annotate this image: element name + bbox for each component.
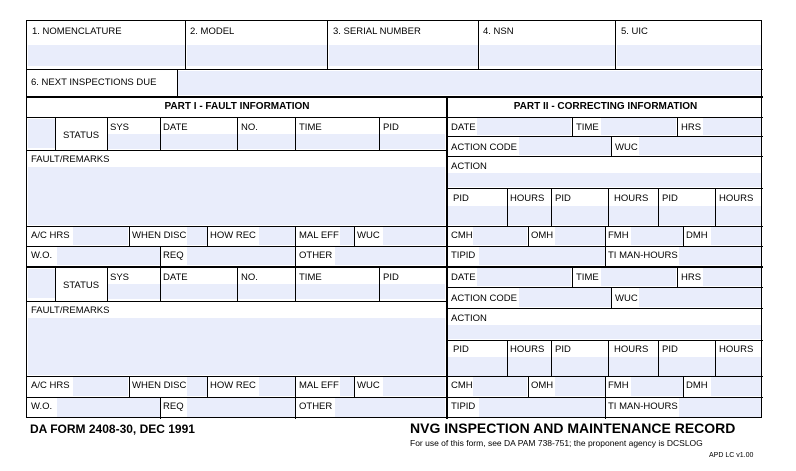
action-label-2: ACTION [451,313,487,324]
inspection-form [26,20,762,418]
p2-wuc-field-1[interactable] [639,137,761,155]
sys-field-1[interactable] [108,134,160,149]
hours-a-field-2[interactable] [508,357,551,376]
pid-b-field-1[interactable] [552,206,608,225]
how-rec-field-1[interactable] [259,227,295,245]
part2-title: PART II - CORRECTING INFORMATION [513,101,698,112]
p2-date-field-2[interactable] [477,268,571,286]
form-title: NVG INSPECTION AND MAINTENANCE RECORD [410,420,736,436]
wo-label-1: W.O. [31,250,53,261]
pid-c-field-1[interactable] [659,206,715,225]
other-label-2: OTHER [299,401,333,412]
dmh-field-2[interactable] [711,377,761,396]
no-field-2[interactable] [238,284,295,299]
sys-field-2[interactable] [108,284,160,299]
p2-wuc-label-2: WUC [615,293,638,304]
p2-hrs-field-2[interactable] [703,268,761,286]
fault-remarks-field-2[interactable] [28,318,445,375]
part1-title: PART I - FAULT INFORMATION [164,101,310,112]
status-label-1: STATUS [63,130,100,141]
no-field-1[interactable] [238,134,295,149]
p2-wuc-field-2[interactable] [639,288,761,307]
wo-field-1[interactable] [57,247,160,265]
hours-b-label-1: HOURS [614,193,649,204]
no-label-1: NO. [241,122,258,133]
next-inspections-field[interactable] [178,71,761,95]
how-rec-label-1: HOW REC [210,230,256,241]
time-field-2[interactable] [296,284,379,299]
fault-remarks-field-1[interactable] [28,167,445,225]
cmh-field-2[interactable] [473,377,527,396]
status-label-2: STATUS [63,280,100,291]
cmh-label-1: CMH [451,230,473,241]
hours-a-field-1[interactable] [508,206,551,225]
ac-hrs-field-1[interactable] [73,227,128,245]
next-inspections-label: 6. NEXT INSPECTIONS DUE [31,77,157,88]
pid-b-label-1: PID [555,193,571,204]
p2-date-label-2: DATE [451,272,476,283]
pid-field-1[interactable] [380,134,445,149]
p2-time-field-2[interactable] [601,268,676,286]
pid-label-2: PID [383,272,399,283]
mal-eff-field-1[interactable] [340,227,354,245]
form-note: For use of this form, see DA PAM 738-751; the proponent agency is DCSLOG [410,438,703,448]
req-label-2: REQ [163,401,184,412]
pid-b-label-2: PID [555,344,571,355]
hours-b-field-2[interactable] [609,357,658,376]
action-label-1: ACTION [451,161,487,172]
tipid-label-1: TIPID [451,250,476,261]
req-field-2[interactable] [187,398,295,417]
req-label-1: REQ [163,250,184,261]
p2-time-field-1[interactable] [601,118,676,135]
hours-b-field-1[interactable] [609,206,658,225]
action-code-field-2[interactable] [519,288,611,307]
wuc-label-1: WUC [357,230,380,241]
pid-c-field-2[interactable] [659,357,715,376]
status-flag-field-2[interactable] [28,269,55,298]
hours-c-field-1[interactable] [716,206,761,225]
time-field-1[interactable] [296,134,379,149]
fmh-field-1[interactable] [631,227,683,245]
dmh-label-1: DMH [686,230,708,241]
fmh-label-1: FMH [608,230,629,241]
p2-date-field-1[interactable] [477,118,571,135]
wuc-field-2[interactable] [383,377,445,396]
hours-c-label-1: HOURS [719,193,754,204]
time-label-1: TIME [299,122,322,133]
other-field-2[interactable] [335,398,445,417]
nsn-field[interactable] [480,45,615,66]
pid-a-field-1[interactable] [448,206,507,225]
hours-c-field-2[interactable] [716,357,761,376]
date-label-2: DATE [163,272,188,283]
tipid-field-2[interactable] [479,398,605,417]
wo-label-2: W.O. [31,401,53,412]
hours-c-label-2: HOURS [719,344,754,355]
pid-b-field-2[interactable] [552,357,608,376]
form-id: DA FORM 2408-30, DEC 1991 [30,422,195,436]
when-disc-label-1: WHEN DISC [132,230,187,241]
omh-label-2: OMH [531,380,554,391]
hours-a-label-1: HOURS [510,193,545,204]
hours-b-label-2: HOURS [614,344,649,355]
p2-hrs-label-2: HRS [681,272,702,283]
omh-field-1[interactable] [555,227,605,245]
ti-man-hours-label-2: TI MAN-HOURS [608,401,678,412]
fault-remarks-label-1: FAULT/REMARKS [31,154,110,165]
nomenclature-field[interactable] [28,45,185,66]
wuc-label-2: WUC [357,380,380,391]
p2-hrs-field-1[interactable] [703,118,761,135]
mal-eff-field-2[interactable] [340,377,354,396]
nsn-label: 4. NSN [483,26,514,37]
wuc-field-1[interactable] [383,227,445,245]
pid-c-label-2: PID [662,344,678,355]
how-rec-label-2: HOW REC [210,380,256,391]
form-version: APD LC v1.00 [709,452,754,459]
p2-time-label-1: TIME [576,122,599,133]
uic-field[interactable] [617,45,761,66]
mal-eff-label-2: MAL EFF [299,380,339,391]
serial-number-label: 3. SERIAL NUMBER [333,26,421,37]
ti-man-hours-field-1[interactable] [679,247,761,265]
wo-field-2[interactable] [57,398,160,417]
fmh-field-2[interactable] [631,377,683,396]
fault-remarks-label-2: FAULT/REMARKS [31,305,110,316]
dmh-field-1[interactable] [711,227,761,245]
time-label-2: TIME [299,272,322,283]
mal-eff-label-1: MAL EFF [299,230,339,241]
cmh-label-2: CMH [451,380,473,391]
date-field-1[interactable] [161,134,237,149]
date-field-2[interactable] [161,284,237,299]
action-field-1[interactable] [448,173,761,187]
action-code-field-1[interactable] [519,137,611,155]
uic-label: 5. UIC [621,26,648,37]
serial-number-field[interactable] [329,45,478,66]
tipid-field-1[interactable] [479,247,605,265]
pid-a-label-2: PID [453,344,469,355]
pid-a-field-2[interactable] [448,357,507,376]
how-rec-field-2[interactable] [259,377,295,396]
ac-hrs-field-2[interactable] [73,377,128,396]
pid-label-1: PID [383,122,399,133]
model-label: 2. MODEL [190,26,235,37]
model-field[interactable] [187,45,327,66]
ac-hrs-label-2: A/C HRS [31,380,70,391]
p2-wuc-label-1: WUC [615,142,638,153]
dmh-label-2: DMH [686,380,708,391]
no-label-2: NO. [241,272,258,283]
tipid-label-2: TIPID [451,401,476,412]
cmh-field-1[interactable] [473,227,527,245]
ti-man-hours-field-2[interactable] [679,398,761,417]
p2-hrs-label-1: HRS [681,122,702,133]
nomenclature-label: 1. NOMENCLATURE [32,26,122,37]
omh-field-2[interactable] [555,377,605,396]
when-disc-label-2: WHEN DISC [132,380,187,391]
when-disc-field-1[interactable] [187,227,207,245]
action-code-label-1: ACTION CODE [451,142,517,153]
hours-a-label-2: HOURS [510,344,545,355]
action-code-label-2: ACTION CODE [451,293,517,304]
date-label-1: DATE [163,122,188,133]
pid-c-label-1: PID [662,193,678,204]
pid-a-label-1: PID [453,193,469,204]
p2-time-label-2: TIME [576,272,599,283]
other-field-1[interactable] [335,247,445,265]
ti-man-hours-label-1: TI MAN-HOURS [608,250,678,261]
status-flag-field-1[interactable] [28,119,55,148]
when-disc-field-2[interactable] [187,377,207,396]
sys-label-2: SYS [110,272,130,283]
omh-label-1: OMH [531,230,554,241]
p2-date-label-1: DATE [451,122,476,133]
ac-hrs-label-1: A/C HRS [31,230,70,241]
fmh-label-2: FMH [608,380,629,391]
req-field-1[interactable] [187,247,295,265]
action-field-2[interactable] [448,325,761,339]
other-label-1: OTHER [299,250,333,261]
pid-field-2[interactable] [380,284,445,299]
sys-label-1: SYS [110,122,130,133]
